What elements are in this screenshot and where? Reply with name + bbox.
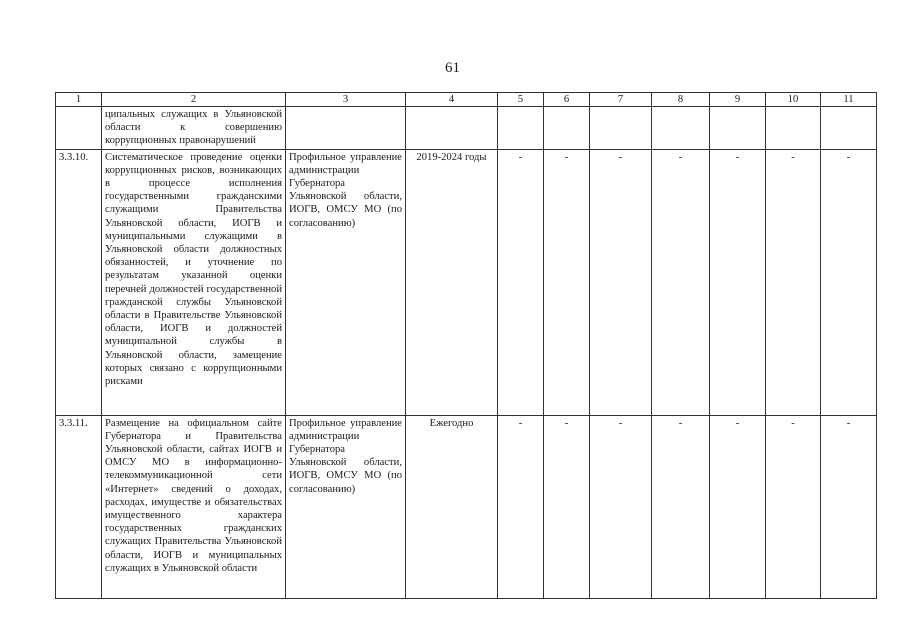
item-value — [766, 107, 821, 150]
item-responsible: Профильное управление администрации Губернатора Ульяновской области, ИОГВ, ОМСУ МО (по согласованию) — [286, 415, 406, 598]
item-value: - — [498, 149, 544, 415]
item-period: 2019-2024 годы — [406, 149, 498, 415]
column-header: 1 — [56, 93, 102, 107]
item-value — [710, 107, 766, 150]
item-value — [498, 107, 544, 150]
table-row — [56, 107, 877, 150]
item-description: ципальных служащих в Ульяновской области к совершению коррупционных правонарушений — [102, 107, 286, 150]
item-value — [590, 107, 652, 150]
item-value — [544, 107, 590, 150]
item-number: 3.3.10. — [56, 149, 102, 415]
column-header: 6 — [544, 93, 590, 107]
column-header: 7 — [590, 93, 652, 107]
column-header: 9 — [710, 93, 766, 107]
item-number: 3.3.11. — [56, 415, 102, 598]
item-responsible: Профильное управление администрации Губернатора Ульяновской области, ИОГВ, ОМСУ МО (по согласованию) — [286, 149, 406, 415]
item-value — [652, 107, 710, 150]
item-value: - — [766, 149, 821, 415]
item-period — [406, 107, 498, 150]
item-value: - — [821, 415, 877, 598]
item-period: Ежегодно — [406, 415, 498, 598]
item-responsible — [286, 107, 406, 150]
item-value: - — [498, 415, 544, 598]
item-value: - — [590, 149, 652, 415]
item-value: - — [710, 415, 766, 598]
column-header-row — [56, 93, 877, 107]
column-header: 10 — [766, 93, 821, 107]
item-value — [821, 107, 877, 150]
column-header: 3 — [286, 93, 406, 107]
item-value: - — [766, 415, 821, 598]
table-row — [56, 415, 877, 598]
table-row — [56, 149, 877, 415]
column-header: 11 — [821, 93, 877, 107]
page-number: 61 — [445, 60, 460, 76]
item-value: - — [710, 149, 766, 415]
column-header: 2 — [102, 93, 286, 107]
item-value: - — [652, 149, 710, 415]
column-header: 8 — [652, 93, 710, 107]
item-number — [56, 107, 102, 150]
item-value: - — [544, 149, 590, 415]
column-header: 4 — [406, 93, 498, 107]
item-value: - — [544, 415, 590, 598]
plan-table — [55, 92, 877, 599]
item-description: Размещение на официальном сайте Губернатора и Правительства Ульяновской области, сайтах ИОГВ и ОМСУ МО в информационно-телекоммуникационной сети «Интернет» сведений о доходах, расходах, имуществе и обязательствах имущественного характера государственных гражданских служащих Правительства Ульяновской области, ИОГВ и муниципальных служащих в Ульяновской области — [102, 415, 286, 598]
item-value: - — [652, 415, 710, 598]
item-value: - — [590, 415, 652, 598]
column-header: 5 — [498, 93, 544, 107]
item-value: - — [821, 149, 877, 415]
item-description: Систематическое проведение оценки коррупционных рисков, возникающих в процессе исполнения государственными гражданскими служащими Правительства Ульяновской области, ИОГВ и муниципальными служащими в Ульяновской области должностных обязанностей, и уточнение по результатам указанной оценки перечней должностей государственной гражданской службы Ульяновской области в Правительстве Ульяновской области, ИОГВ и должностей муниципальной службы в Ульяновской области, замещение которых связано с коррупционными рисками — [102, 149, 286, 415]
